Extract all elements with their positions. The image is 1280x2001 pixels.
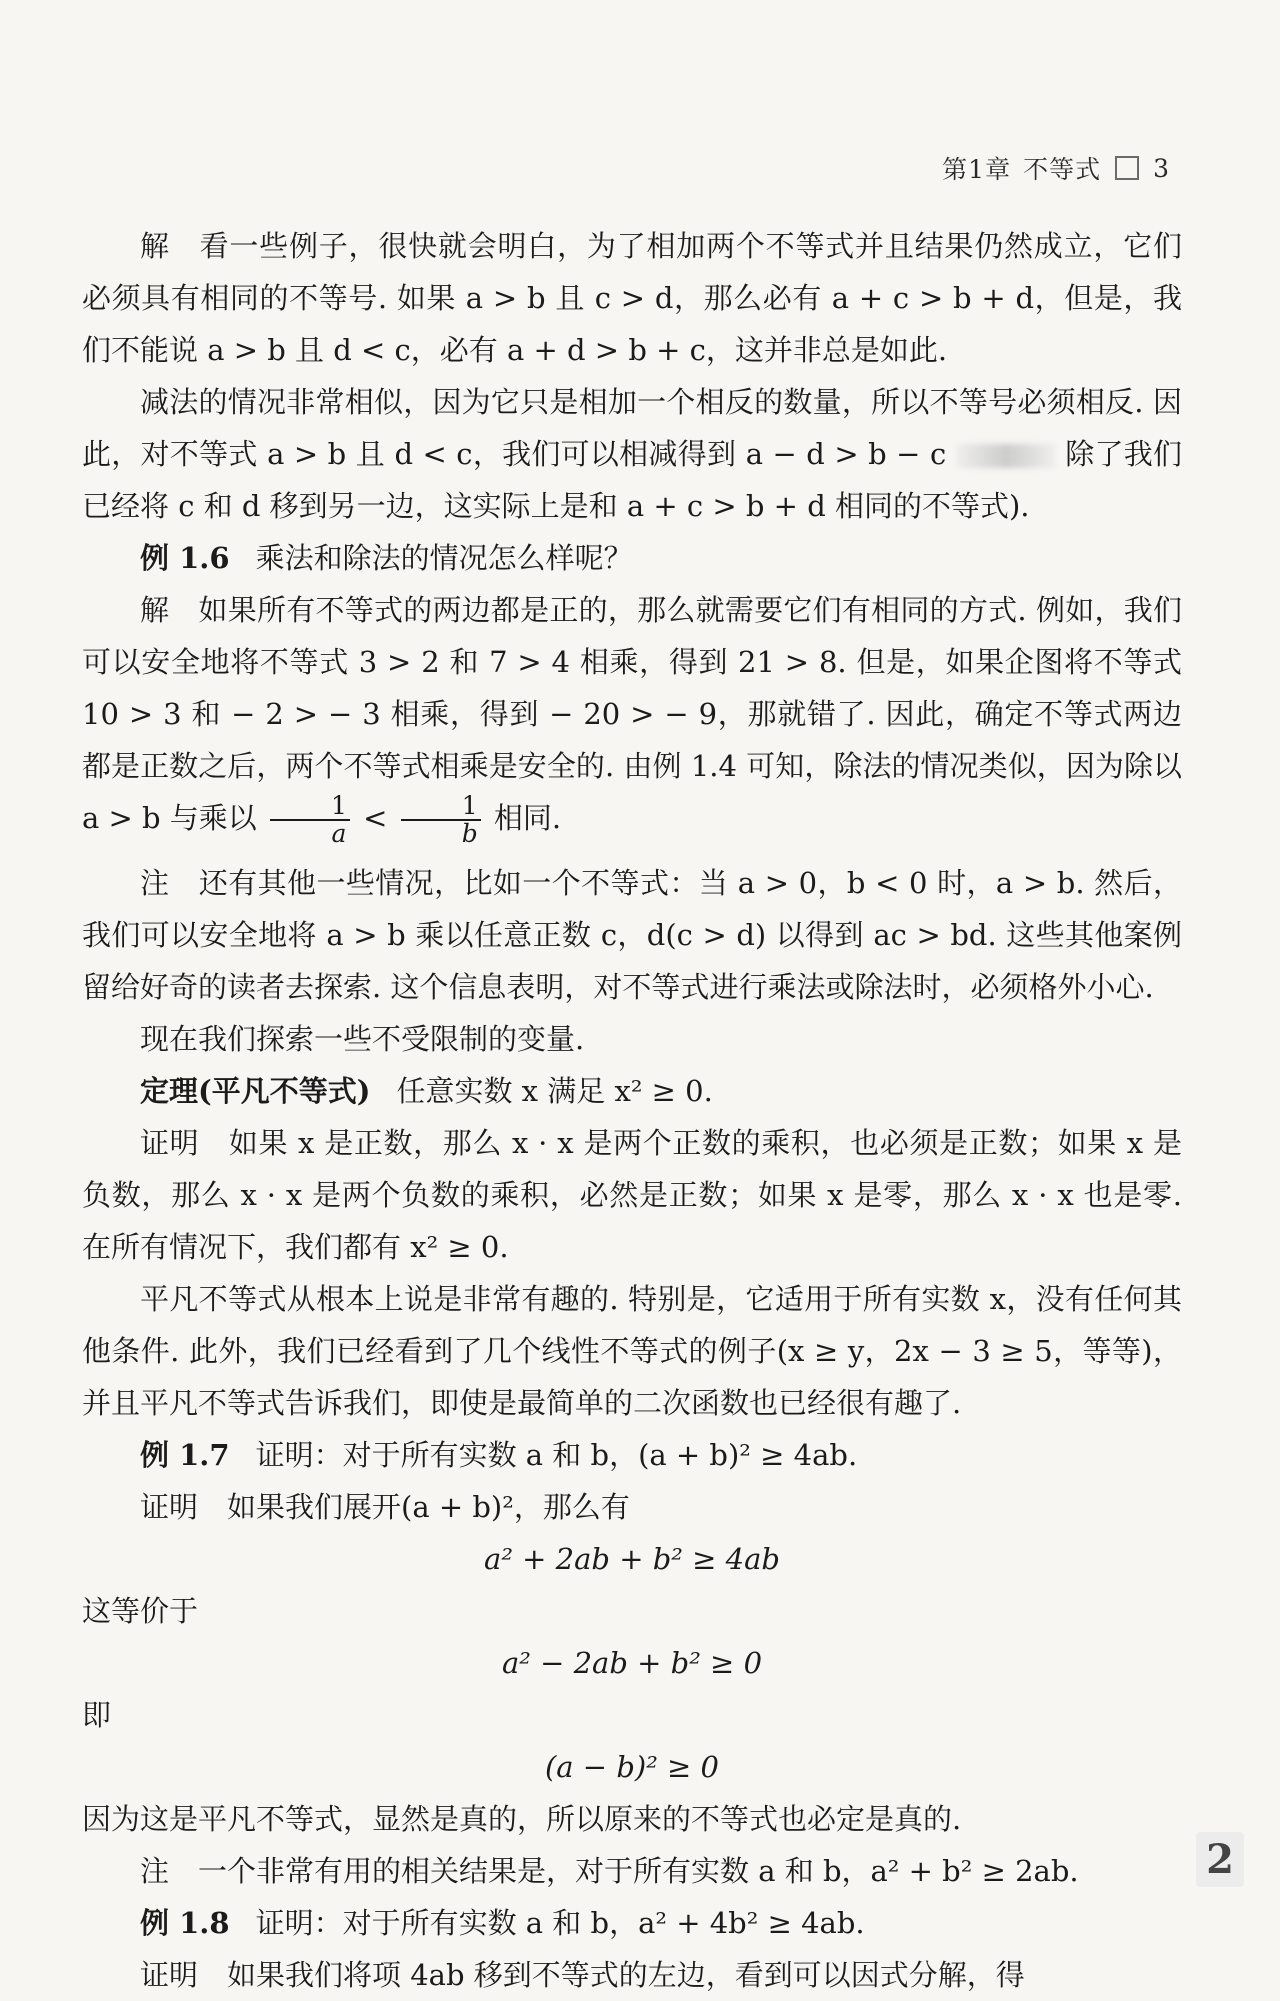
running-header xyxy=(942,150,1170,186)
page-body xyxy=(82,220,1182,2001)
example-label: 例 1.7 xyxy=(140,1438,230,1472)
proof-paragraph-3: 证明 如果我们将项 4ab 移到不等式的左边，看到可以因式分解，得 xyxy=(140,1958,1025,1992)
fraction-numerator: 1 xyxy=(401,793,481,821)
example-text: 乘法和除法的情况怎么样呢？ xyxy=(255,541,633,575)
subtraction-text-start: 减法的情况非常相似，因为它只是相加一个相反的数量，所以不等号必须相反. 因此，对不等式 a > b 且 d < c，我们可以相减得到 a − d > b − c xyxy=(82,385,1182,471)
blurred-region xyxy=(956,444,1056,468)
less-than-sign: < xyxy=(363,801,388,835)
subtraction-paragraph xyxy=(82,376,1182,532)
equivalence-text: 这等价于 xyxy=(82,1594,199,1628)
example-text: 证明：对于所有实数 a 和 b，a² + 4b² ≥ 4ab. xyxy=(255,1906,865,1940)
solution-text: 解 如果所有不等式的两边都是正的，那么就需要它们有相同的方式. 例如，我们可以安全地将不等式 3 > 2 和 7 > 4 相乘，得到 21 > 8. 但是，如果企图将不等式 10 > 3 和 − 2 > − 3 相乘，得到 − 20 > − 9，那就错了. 因此，确定不等式两边都是正数之后，两个不等式相乘是安全的. 由例 1.4 可知，除法的情况类似，因为除以 a > b 与乘以 xyxy=(82,593,1182,835)
equation-1: a² + 2ab + b² ≥ 4ab xyxy=(484,1542,780,1576)
page-number: 3 xyxy=(1153,153,1170,183)
page-tab: 2 xyxy=(1196,1832,1244,1887)
subtraction-text-end: 除了我们已经将 c 和 d 移到另一边，这实际上是和 a + c > b + d 相同的不等式). xyxy=(82,437,1183,523)
solution-paragraph-1: 解 看一些例子，很快就会明白，为了相加两个不等式并且结果仍然成立，它们必须具有相同的不等号. 如果 a > b 且 c > d，那么必有 a + c > b + d，但是，我们不能说 a > b 且 d < c，必有 a + d > b + c，这并非总是如此. xyxy=(82,229,1182,367)
solution-text-end: 相同. xyxy=(493,801,562,835)
example-label: 例 1.6 xyxy=(140,541,230,575)
theorem-statement xyxy=(82,1065,1182,1117)
example-label: 例 1.8 xyxy=(140,1906,230,1940)
proof-paragraph-2: 证明 如果我们展开(a + b)²，那么有 xyxy=(140,1490,630,1524)
example-text: 证明：对于所有实数 a 和 b，(a + b)² ≥ 4ab. xyxy=(255,1438,858,1472)
chapter-number: 第1章 xyxy=(942,155,1012,184)
transition-paragraph: 现在我们探索一些不受限制的变量. xyxy=(140,1022,585,1056)
fraction-one-over-b xyxy=(401,793,481,847)
discussion-paragraph: 平凡不等式从根本上说是非常有趣的. 特别是，它适用于所有实数 x，没有任何其他条件. 此外，我们已经看到了几个线性不等式的例子(x ≥ y，2x − 3 ≥ 5，等等)，并且平凡不等式告诉我们，即使是最简单的二次函数也已经很有趣了. xyxy=(82,1282,1182,1420)
theorem-label: 定理(平凡不等式) xyxy=(140,1074,371,1108)
example-1-6 xyxy=(82,532,1182,584)
note-paragraph-2: 注 一个非常有用的相关结果是，对于所有实数 a 和 b，a² + b² ≥ 2ab. xyxy=(140,1854,1079,1888)
note-paragraph-1: 注 还有其他一些情况，比如一个不等式：当 a > 0，b < 0 时，a > b. 然后，我们可以安全地将 a > b 乘以任意正数 c，d(c > d) 以得到 ac > bd. 这些其他案例留给好奇的读者去探索. 这个信息表明，对不等式进行乘法或除法时，必须格外小心. xyxy=(82,866,1182,1004)
theorem-text: 任意实数 x 满足 x² ≥ 0. xyxy=(396,1074,713,1108)
example-1-7 xyxy=(82,1429,1182,1481)
solution-paragraph-2 xyxy=(82,584,1182,847)
chapter-title: 不等式 xyxy=(1023,155,1102,184)
fraction-one-over-a xyxy=(270,793,350,847)
fraction-numerator: 1 xyxy=(270,793,350,821)
proof-paragraph-1: 证明 如果 x 是正数，那么 x · x 是两个正数的乘积，也必须是正数；如果 x 是负数，那么 x · x 是两个负数的乘积，必然是正数；如果 x 是零，那么 x · x 也是零. 在所有情况下，我们都有 x² ≥ 0. xyxy=(82,1126,1182,1264)
that-is-text: 即 xyxy=(82,1698,112,1732)
equation-3: (a − b)² ≥ 0 xyxy=(544,1750,720,1784)
conclusion-paragraph: 因为这是平凡不等式，显然是真的，所以原来的不等式也必定是真的. xyxy=(82,1802,962,1836)
example-1-8 xyxy=(82,1897,1182,1949)
equation-2: a² − 2ab + b² ≥ 0 xyxy=(501,1646,763,1680)
fraction-denominator: b xyxy=(461,819,478,848)
square-icon xyxy=(1115,156,1139,180)
fraction-denominator: a xyxy=(331,819,347,848)
